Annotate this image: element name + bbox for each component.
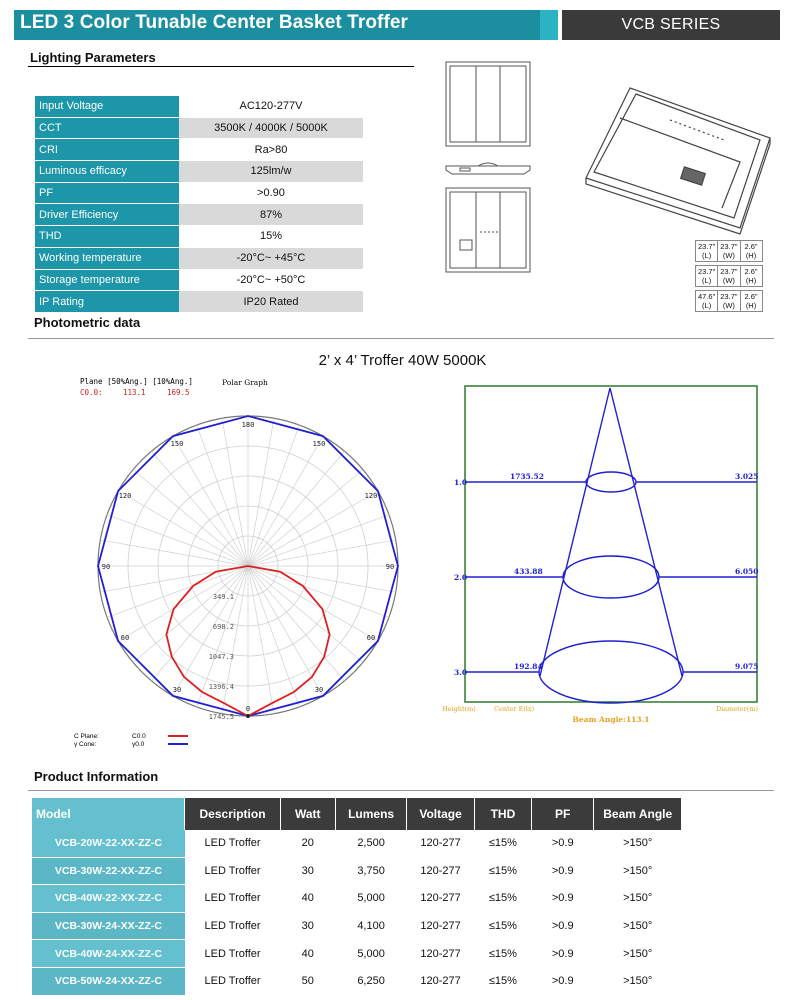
- legend-value: γ0.0: [132, 741, 145, 748]
- voltage-cell: 120-277: [407, 967, 475, 995]
- param-key: CRI: [35, 139, 179, 161]
- param-row: [35, 204, 363, 226]
- param-row: [35, 291, 363, 313]
- model-cell: VCB-20W-22-XX-ZZ-C: [32, 830, 185, 857]
- table-row: [32, 912, 682, 940]
- param-value: 87%: [179, 204, 363, 226]
- back-view-drawing: [446, 188, 530, 272]
- description-cell: LED Troffer: [185, 912, 280, 940]
- cone-diameter: 6.050: [735, 567, 759, 576]
- divider: [28, 790, 774, 791]
- beam-angle-cell: >150°: [594, 885, 682, 913]
- dim-unit: (L): [702, 276, 712, 285]
- param-key: THD: [35, 226, 179, 248]
- model-cell: VCB-40W-22-XX-ZZ-C: [32, 885, 185, 913]
- dim-length: 23.7": [698, 267, 716, 276]
- param-value: 15%: [179, 226, 363, 248]
- cone-ellipse: [586, 472, 636, 492]
- top-view-drawing: [446, 62, 530, 146]
- column-header: Beam Angle: [594, 798, 682, 830]
- watt-cell: 50: [280, 967, 335, 995]
- cone-center-lux: 192.84: [514, 662, 543, 671]
- table-row: [32, 940, 682, 968]
- param-row: [35, 247, 363, 269]
- param-value: 3500K / 4000K / 5000K: [179, 117, 363, 139]
- legend-label: C Plane:: [74, 733, 99, 740]
- cone-center-lux: 433.88: [514, 567, 543, 576]
- dim-width: 23.7": [720, 267, 738, 276]
- radial-label: 1745.5: [208, 713, 234, 721]
- angle-label: 120: [118, 492, 132, 500]
- pf-cell: >0.9: [532, 940, 594, 968]
- cone-footer-diameter: Diameter(m): [716, 705, 758, 713]
- description-cell: LED Troffer: [185, 940, 280, 968]
- cone-shape: [465, 388, 757, 703]
- angle-label: 150: [170, 440, 184, 449]
- thd-cell: ≤15%: [474, 885, 531, 913]
- dim-row: [696, 266, 763, 287]
- watt-cell: 30: [280, 857, 335, 885]
- polar-50-angle: 113.1: [123, 388, 146, 397]
- voltage-cell: 120-277: [407, 940, 475, 968]
- dim-height: 2.6": [744, 292, 758, 301]
- thd-cell: ≤15%: [474, 830, 531, 857]
- header-accent: [540, 10, 558, 40]
- param-key: IP Rating: [35, 291, 179, 313]
- thd-cell: ≤15%: [474, 912, 531, 940]
- dim-length: 47.6": [698, 292, 716, 301]
- angle-label: 120: [364, 492, 378, 500]
- watt-cell: 40: [280, 885, 335, 913]
- angle-label: 90: [385, 563, 395, 571]
- cone-footer-center: Center E(lx): [494, 705, 535, 713]
- pf-cell: >0.9: [532, 967, 594, 995]
- column-header: Lumens: [335, 798, 406, 830]
- polar-plane: C0.0:: [80, 388, 103, 397]
- description-cell: LED Troffer: [185, 857, 280, 885]
- pf-cell: >0.9: [532, 830, 594, 857]
- radial-label: 1396.4: [208, 683, 234, 691]
- beam-angle-cell: >150°: [594, 830, 682, 857]
- param-key: CCT: [35, 117, 179, 139]
- radial-label: 349.1: [212, 593, 234, 601]
- param-value: AC120-277V: [179, 96, 363, 117]
- legend-value: C0.0: [132, 733, 146, 740]
- param-row: [35, 182, 363, 204]
- angle-label: 90: [101, 563, 111, 571]
- column-header: Watt: [280, 798, 335, 830]
- dim-unit: (W): [722, 251, 735, 260]
- lumens-cell: 5,000: [335, 885, 406, 913]
- cone-height: 2.0: [454, 573, 468, 582]
- beam-angle-cell: >150°: [594, 857, 682, 885]
- model-cell: VCB-50W-24-XX-ZZ-C: [32, 967, 185, 995]
- thd-cell: ≤15%: [474, 967, 531, 995]
- angle-label: 60: [120, 634, 130, 642]
- model-cell: VCB-30W-24-XX-ZZ-C: [32, 912, 185, 940]
- lighting-parameters-heading: Lighting Parameters: [30, 50, 156, 65]
- model-cell: VCB-30W-22-XX-ZZ-C: [32, 857, 185, 885]
- cone-frame: [465, 386, 757, 702]
- description-cell: LED Troffer: [185, 967, 280, 995]
- param-key: Driver Efficiency: [35, 204, 179, 226]
- cone-center-lux: 1735.52: [510, 472, 544, 481]
- param-row: [35, 96, 363, 117]
- photometric-title: 2’ x 4’ Troffer 40W 5000K: [318, 352, 487, 369]
- dim-unit: (H): [745, 276, 757, 285]
- param-value: -20°C~ +45°C: [179, 247, 363, 269]
- dim-unit: (H): [745, 301, 757, 310]
- cone-ellipse: [563, 556, 659, 598]
- polar-10-angle: 169.5: [167, 388, 190, 397]
- column-header: Description: [185, 798, 280, 830]
- cone-height: 1.0: [454, 478, 468, 487]
- perspective-drawing: [586, 88, 770, 234]
- param-row: [35, 269, 363, 291]
- dim-unit: (L): [702, 251, 712, 260]
- dim-width: 23.7": [720, 292, 738, 301]
- param-key: Working temperature: [35, 247, 179, 269]
- param-key: Storage temperature: [35, 269, 179, 291]
- table-row: [32, 967, 682, 995]
- side-view-drawing: [446, 163, 530, 174]
- dim-unit: (W): [722, 276, 735, 285]
- dim-height: 2.6": [744, 267, 758, 276]
- photometric-heading: Photometric data: [34, 315, 141, 330]
- param-key: Luminous efficacy: [35, 161, 179, 183]
- dim-row: [696, 291, 763, 312]
- param-row: [35, 226, 363, 248]
- polar-caption: Polar Graph: [222, 378, 268, 387]
- param-key: PF: [35, 182, 179, 204]
- beam-angle-label: Beam Angle:113.1: [572, 715, 650, 724]
- column-header: THD: [474, 798, 531, 830]
- radial-label: 698.2: [212, 623, 234, 631]
- voltage-cell: 120-277: [407, 830, 475, 857]
- thd-cell: ≤15%: [474, 940, 531, 968]
- angle-label: 30: [172, 685, 182, 694]
- angle-label: 150: [312, 440, 326, 449]
- param-row: [35, 161, 363, 183]
- pf-cell: >0.9: [532, 912, 594, 940]
- lighting-parameters-table: [35, 96, 363, 313]
- watt-cell: 40: [280, 940, 335, 968]
- watt-cell: 30: [280, 912, 335, 940]
- voltage-cell: 120-277: [407, 885, 475, 913]
- beam-angle-cell: >150°: [594, 912, 682, 940]
- angle-label: 0: [245, 705, 251, 713]
- angle-label: 30: [314, 685, 324, 694]
- column-header: Voltage: [407, 798, 475, 830]
- cone-diameter: 3.025: [735, 472, 759, 481]
- param-value: Ra>80: [179, 139, 363, 161]
- cone-footer-height: Height(m): [442, 705, 476, 713]
- param-key: Input Voltage: [35, 96, 179, 117]
- cone-height: 3.0: [454, 668, 468, 677]
- lumens-cell: 2,500: [335, 830, 406, 857]
- series-badge: VCB SERIES: [562, 10, 780, 40]
- page-title: LED 3 Color Tunable Center Basket Troffer: [20, 12, 409, 33]
- voltage-cell: 120-277: [407, 857, 475, 885]
- cone-diameter: 9.075: [735, 662, 759, 671]
- dim-width: 23.7": [720, 242, 738, 251]
- dim-row: [696, 241, 763, 262]
- lumens-cell: 3,750: [335, 857, 406, 885]
- product-table: [32, 798, 682, 996]
- product-information-heading: Product Information: [34, 769, 159, 784]
- table-row: [32, 885, 682, 913]
- polar-graph: [70, 374, 420, 754]
- pf-cell: >0.9: [532, 857, 594, 885]
- param-value: >0.90: [179, 182, 363, 204]
- dim-unit: (W): [722, 301, 735, 310]
- param-value: IP20 Rated: [179, 291, 363, 313]
- radial-label: 1047.3: [208, 653, 234, 661]
- dim-height: 2.6": [744, 242, 758, 251]
- beam-angle-cell: >150°: [594, 940, 682, 968]
- table-row: [32, 857, 682, 885]
- illuminance-cone-chart: [440, 384, 770, 729]
- param-row: [35, 139, 363, 161]
- product-header-row: [32, 798, 682, 830]
- column-header: Model: [32, 798, 185, 830]
- divider: [28, 338, 774, 339]
- dimensions-table: [695, 240, 763, 312]
- dim-length: 23.7": [698, 242, 716, 251]
- divider: [28, 66, 414, 67]
- polar-header: Plane [50%Ang.] [10%Ang.]: [80, 377, 193, 386]
- column-header: PF: [532, 798, 594, 830]
- lumens-cell: 5,000: [335, 940, 406, 968]
- watt-cell: 20: [280, 830, 335, 857]
- table-row: [32, 830, 682, 857]
- cone-ellipse: [539, 641, 683, 703]
- polar-origin-marker: [246, 714, 250, 718]
- legend-label: γ Cone:: [74, 741, 97, 748]
- description-cell: LED Troffer: [185, 830, 280, 857]
- param-row: [35, 117, 363, 139]
- dim-unit: (L): [702, 301, 712, 310]
- polar-legend: [74, 733, 188, 748]
- param-value: 125lm/w: [179, 161, 363, 183]
- thd-cell: ≤15%: [474, 857, 531, 885]
- lumens-cell: 6,250: [335, 967, 406, 995]
- model-cell: VCB-40W-24-XX-ZZ-C: [32, 940, 185, 968]
- beam-angle-cell: >150°: [594, 967, 682, 995]
- lumens-cell: 4,100: [335, 912, 406, 940]
- pf-cell: >0.9: [532, 885, 594, 913]
- angle-label: 180: [241, 421, 255, 429]
- angle-label: 60: [366, 634, 376, 642]
- description-cell: LED Troffer: [185, 885, 280, 913]
- param-value: -20°C~ +50°C: [179, 269, 363, 291]
- dim-unit: (H): [745, 251, 757, 260]
- voltage-cell: 120-277: [407, 912, 475, 940]
